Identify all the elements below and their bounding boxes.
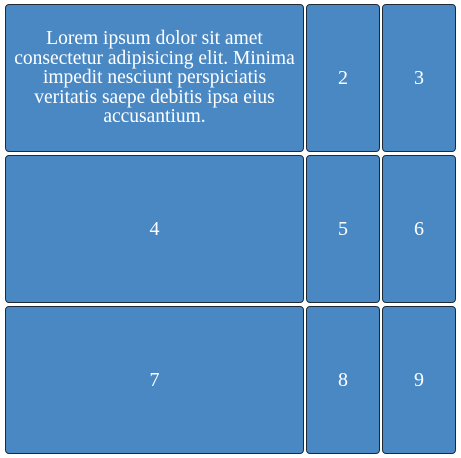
grid-cell-9-text: 9 [414, 369, 424, 391]
grid-cell-5-text: 5 [338, 218, 348, 240]
grid-cell-7 [5, 306, 304, 454]
grid-cell-3 [382, 4, 456, 152]
grid-cell-7-text: 7 [149, 369, 160, 391]
grid-cell-8-text: 8 [338, 369, 348, 391]
grid-cell-1-text: Lorem ipsum dolor sit amet consectetur adipisicing elit. Minima impedit nesciunt perspiciatis veritatis saepe debitis ipsa eius accusantium. [14, 28, 295, 128]
grid-cell-2-text: 2 [338, 67, 348, 89]
grid-cell-3-text: 3 [414, 67, 424, 89]
grid-cell-6 [382, 155, 456, 303]
grid-cell-9 [382, 306, 456, 454]
grid-cell-5 [306, 155, 380, 303]
grid-cell-4-text: 4 [149, 218, 160, 240]
grid-container [5, 4, 456, 454]
grid-cell-1 [5, 4, 304, 152]
grid-cell-4 [5, 155, 304, 303]
grid-cell-8 [306, 306, 380, 454]
grid-cell-2 [306, 4, 380, 152]
grid-cell-6-text: 6 [414, 218, 424, 240]
